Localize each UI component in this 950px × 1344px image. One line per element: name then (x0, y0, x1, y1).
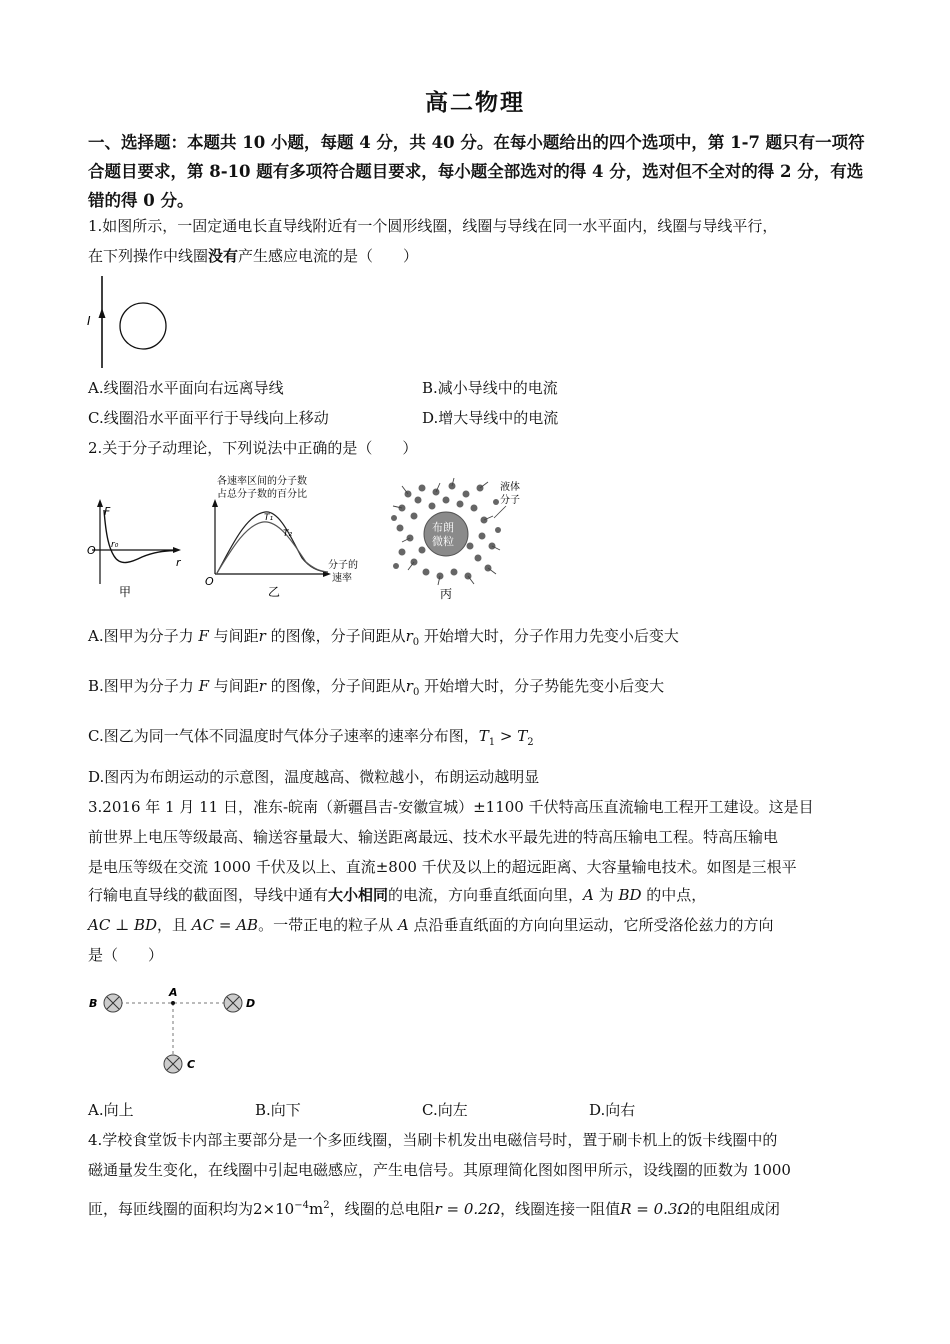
yi-t2-label: T₂ (283, 529, 293, 539)
current-arrow-icon (99, 308, 106, 318)
q3-figure (86, 985, 266, 1085)
q2-stem: 2.关于分子动理论，下列说法中正确的是（ ） (88, 439, 418, 457)
q1-option-a: A.线圈沿水平面向右远离导线 (88, 379, 284, 397)
q2-figure-jia (84, 496, 194, 606)
yi-caption: 乙 (268, 585, 281, 599)
q1-option-d: D.增大导线中的电流 (422, 409, 559, 427)
q1-stem-emphasis: 没有 (208, 247, 239, 265)
yi-xlabel1: 分子的 (328, 560, 358, 571)
wire-c-icon (164, 1055, 182, 1073)
point-a-dot (171, 1001, 175, 1005)
q3-line1: 3.2016 年 1 月 11 日，准东-皖南（新疆昌吉-安徽宣城）±1100 千伏特高压直流输电工程开工建设。这是目 (88, 798, 814, 816)
label-c: C (187, 1058, 196, 1071)
x-axis-arrow-icon (173, 547, 181, 553)
q1-stem-line2 (88, 245, 418, 266)
force-curve (104, 510, 174, 563)
yi-o-label: O (205, 575, 214, 588)
yi-t1-label: T₁ (264, 513, 274, 523)
yi-xlabel2: 速率 (332, 573, 352, 584)
label-d: D (246, 997, 256, 1010)
q1-stem-line1: 1.如图所示，一固定通电长直导线附近有一个圆形线圈，线圈与导线在同一水平面内，线圈与导线平行， (88, 217, 778, 235)
q2-figure-yi (200, 470, 380, 605)
jia-f-label: F (104, 505, 111, 518)
q1-option-c: C.线圈沿水平面平行于导线向上移动 (88, 409, 329, 427)
label-b: B (89, 997, 98, 1010)
q1-stem-part2: 产生感应电流的是（ ） (238, 247, 419, 265)
bing-center2: 微粒 (432, 535, 454, 548)
jia-r0-label: r₀ (111, 540, 119, 550)
q2-figure-bing (388, 476, 528, 606)
q3-option-a: A.向上 (88, 1101, 134, 1119)
label-a: A (169, 986, 178, 999)
current-label: I (87, 314, 91, 328)
q1-stem-part: 在下列操作中线圈 (88, 247, 209, 265)
q2-option-d: D.图丙为布朗运动的示意图，温度越高、微粒越小，布朗运动越明显 (88, 768, 540, 786)
yi-ylabel1: 各速率区间的分子数 (217, 476, 307, 487)
q2-option-a: A.图甲为分子力 F 与间距r 的图像，分子间距从$r_0$ 开始增大时，分子作用力先变小后变大 (88, 627, 679, 648)
wire-b-icon (104, 994, 122, 1012)
bing-label2: 分子 (500, 495, 520, 506)
q2-option-b: B.图甲为分子力 F 与间距r 的图像，分子间距从$r_0$ 开始增大时，分子势能先变小后变大 (88, 677, 665, 698)
q4-line1: 4.学校食堂饭卡内部主要部分是一个多匝线圈，当刷卡机发出电磁信号时，置于刷卡机上的饭卡线圈中的 (88, 1131, 778, 1149)
section-heading: 一、选择题：本题共 10 小题，每题 4 分，共 40 分。在每小题给出的四个选项中，第 1-7 题只有一项符合题目要求，第 8-10 题有多项符合题目要求，每小题全部选对的得 4 分，选对但不全对的得 2 分，有选错的得 0 分。 (88, 133, 865, 210)
q1-option-b: B.减小导线中的电流 (422, 379, 558, 397)
wire-d-icon (224, 994, 242, 1012)
brownian-particle (424, 512, 468, 556)
q1-figure (86, 272, 186, 372)
y-axis-arrow-icon (97, 499, 103, 507)
yi-ylabel2: 占总分子数的百分比 (217, 489, 307, 500)
q3-line6: 是（ ） (88, 946, 164, 964)
bing-label1: 液体 (500, 482, 520, 493)
q2-option-c: C.图乙为同一气体不同温度时气体分子速率的速率分布图，$T_1 > T_2$ (88, 727, 534, 748)
bing-caption: 丙 (440, 587, 453, 601)
curve-t2 (217, 522, 328, 573)
q4-line3: 匝，每匝线圈的面积均为$2\times 10^{-4}m^2$，线圈的总电阻r = 0.2Ω，线圈连接一阻值R = 0.3Ω的电阻组成闭 (88, 1200, 780, 1218)
page-title: 高二物理 (425, 89, 525, 116)
q3-option-c: C.向左 (422, 1101, 468, 1119)
q4-line2: 磁通量发生变化，在线圈中引起电磁感应，产生电信号。其原理简化图如图甲所示，设线圈的匝数为 1000 (88, 1161, 791, 1179)
q3-option-b: B.向下 (255, 1101, 301, 1119)
jia-caption: 甲 (119, 585, 132, 599)
jia-o-label: O (87, 544, 96, 557)
jia-r-label: r (176, 556, 181, 569)
coil-circle (120, 303, 166, 349)
q3-option-d: D.向右 (589, 1101, 636, 1119)
q3-line2: 前世界上电压等级最高、输送容量最大、输送距离最远、技术水平最先进的特高压输电工程。特高压输电 (88, 828, 779, 846)
bing-center1: 布朗 (432, 521, 454, 534)
q3-line5: AC ⊥ BD，且 AC = AB。一带正电的粒子从 A 点沿垂直纸面的方向向里运动，它所受洛伦兹力的方向 (88, 916, 774, 934)
q3-line4: 行输电直导线的截面图，导线中通有大小相同的电流，方向垂直纸面向里，A 为 BD 的中点， (88, 886, 707, 904)
q3-line3: 是电压等级在交流 1000 千伏及以上、直流±800 千伏及以上的超远距离、大容量输电技术。如图是三根平 (88, 858, 797, 876)
yi-y-axis-arrow-icon (212, 499, 218, 507)
